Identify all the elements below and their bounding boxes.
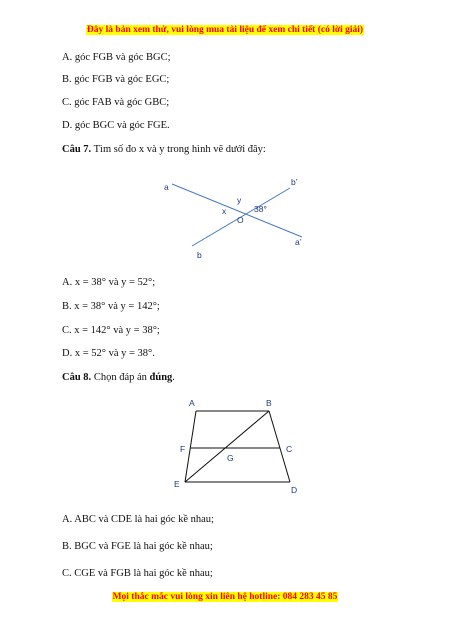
segment-AE [185,411,196,482]
q7-option-a: A. x = 38° và y = 52°; [62,277,156,288]
label-b-prime: b’ [291,177,298,187]
q7-label: Câu 7. [62,144,92,155]
q8-question: Câu 8. Chọn đáp án đúng. [62,372,175,383]
q8-option-b: B. BGC và FGE là hai góc kề nhau; [62,541,213,552]
label-B: B [266,398,272,408]
q7-text: Tìm số đo x và y trong hình vẽ dưới đây: [91,144,266,155]
q7-option-c: C. x = 142° và y = 38°; [62,325,160,336]
q8-option-c: C. CGE và FGB là hai góc kề nhau; [62,568,213,579]
q6-option-b: B. góc FGB và góc EGC; [62,74,170,85]
header-notice: Đây là bản xem thử, vui lòng mua tài liệu để xem chi tiết (có lời giải) [86,25,364,35]
label-F: F [180,444,186,454]
q7-option-d: D. x = 52° và y = 38°. [62,348,155,359]
q7-option-b: B. x = 38° và y = 142°; [62,301,160,312]
q8-label: Câu 8. [62,372,92,383]
label-b: b [197,250,202,260]
q8-emphasis: đúng [149,372,173,383]
label-C: C [286,444,293,454]
label-38: 38° [254,204,267,214]
label-D: D [291,485,298,495]
q8-option-a: A. ABC và CDE là hai góc kề nhau; [62,514,214,525]
label-E: E [174,479,180,489]
q6-option-c: C. góc FAB và góc GBC; [62,97,170,108]
q6-option-d: D. góc BGC và góc FGE. [62,120,170,131]
footer-notice: Mọi thắc mắc vui lòng xin liên hệ hotline: 084 283 45 85 [112,592,338,602]
label-x: x [222,206,227,216]
segment-BE [185,411,269,482]
label-O: O [237,215,244,225]
label-y: y [237,195,242,205]
label-A: A [189,398,195,408]
label-a: a [164,182,169,192]
label-a-prime: a’ [295,237,302,247]
label-G: G [227,453,234,463]
q6-option-a: A. góc FGB và góc BGC; [62,52,171,63]
